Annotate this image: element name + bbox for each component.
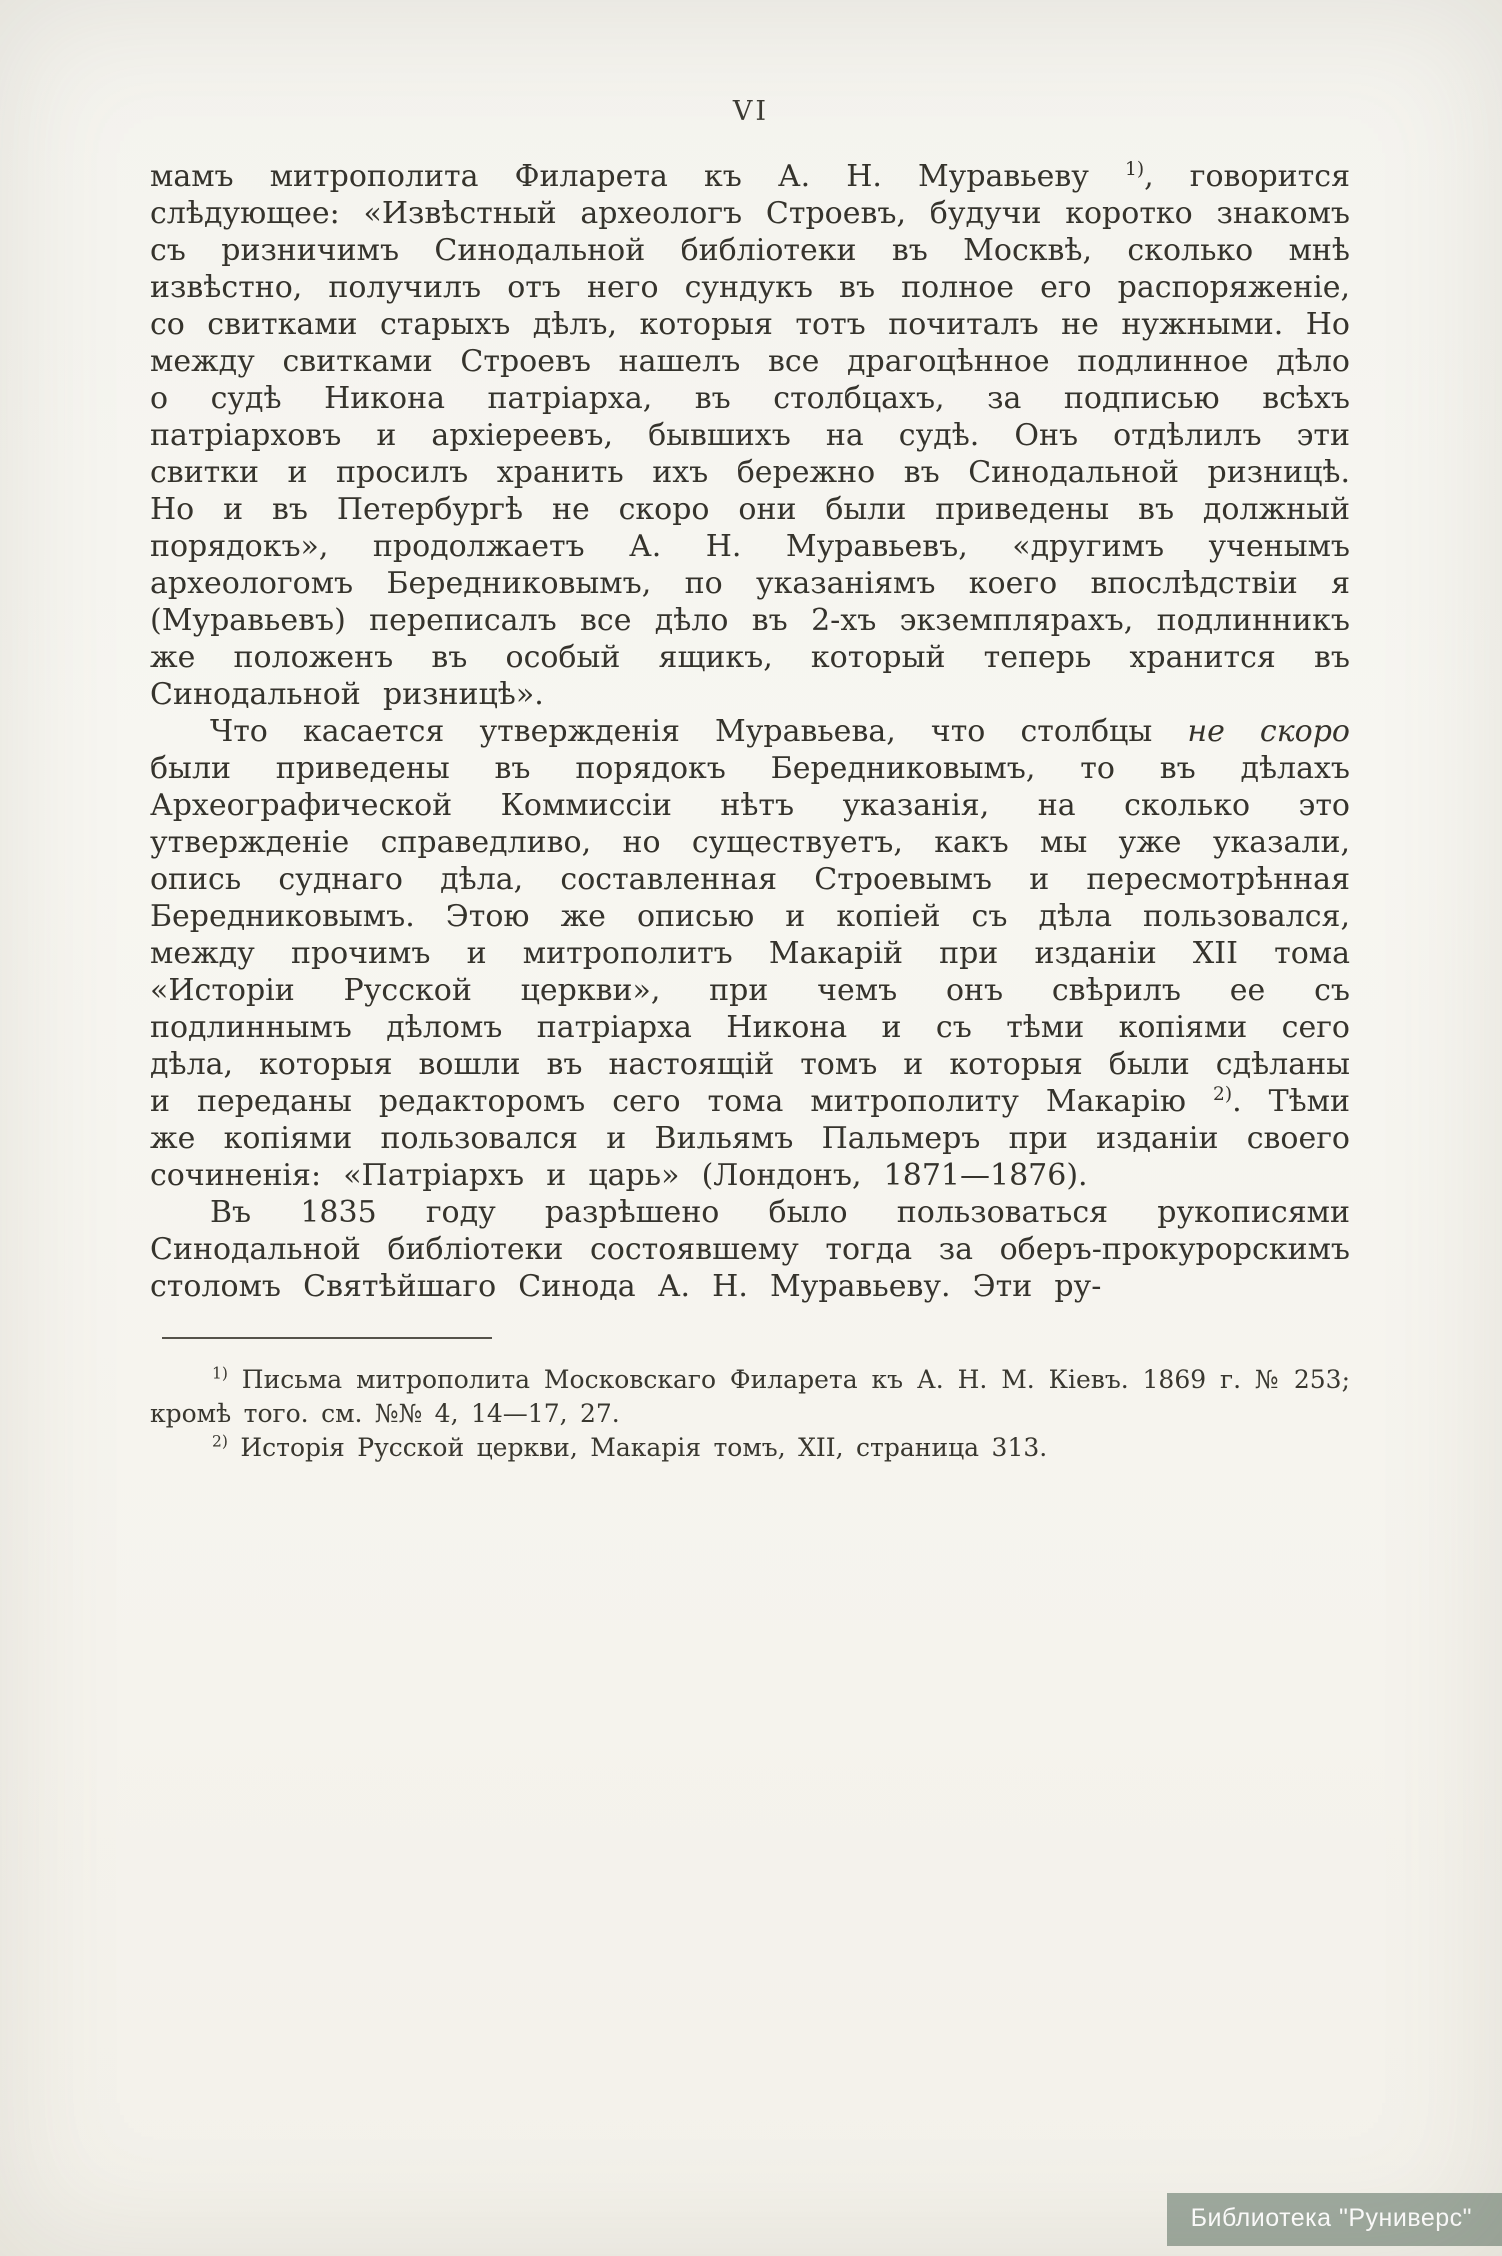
- footnote-text: Письма митрополита Московскаго Филарета къ А. Н. М. Кіевъ. 1869 г. № 253; кромѣ того. см. №№ 4, 14—17, 27.: [150, 1365, 1350, 1428]
- footnote: [150, 1431, 1350, 1465]
- footnote-text: Исторія Русской церкви, Макарія томъ, XII, страница 313.: [227, 1433, 1048, 1462]
- footnote-ref-2: 2): [1212, 1084, 1233, 1105]
- text-segment: мамъ митрополита Филарета къ А. Н. Муравьеву: [150, 159, 1126, 194]
- footnote-ref-1: 1): [1125, 159, 1145, 180]
- emphasis-text: не скоро: [1187, 714, 1350, 749]
- body-text: [150, 158, 1350, 1305]
- paragraph: [150, 1194, 1350, 1305]
- footnotes-block: [150, 1363, 1350, 1465]
- text-segment: были приведены въ порядокъ Бередниковымъ, то въ дѣлахъ Археографической Коммиссіи нѣтъ указанія, на сколько это утвержденіе справедливо, но существуетъ, какъ мы уже указали, опись суднаго дѣла, составленная Строевымъ и пересмотрѣнная Бередниковымъ. Этою же описью и копіей съ дѣла пользовался, между прочимъ и митрополитъ Макарій при изданіи XII тома «Исторіи Русской церкви», при чемъ онъ свѣрилъ ее съ подлиннымъ дѣломъ патріарха Никона и съ тѣми копіями сего дѣла, которыя вошли въ настоящій томъ и которыя были сдѣланы и переданы редакторомъ сего тома митрополиту Макарію: [150, 751, 1350, 1119]
- text-segment: . Тѣми же копіями пользовался и Вильямъ Пальмеръ при изданіи своего сочиненія: «Патріархъ и царь» (Лондонъ, 1871—1876).: [150, 1084, 1351, 1193]
- footnote-separator: [162, 1337, 492, 1339]
- footnote-marker-1: 1): [212, 1364, 228, 1383]
- page-number: VI: [732, 96, 770, 127]
- paragraph: [150, 158, 1350, 713]
- paragraph: [150, 713, 1350, 1194]
- text-segment: Въ 1835 году разрѣшено было пользоваться рукописями Синодальной библіотеки состоявшему тогда за оберъ-прокурорскимъ столомъ Святѣйшаго Синода А. Н. Муравьеву. Эти ру-: [150, 1195, 1350, 1304]
- footnote: [150, 1363, 1350, 1431]
- footnote-marker-2: 2): [212, 1432, 228, 1451]
- text-segment: Что касается утвержденія Муравьева, что столбцы: [210, 714, 1188, 749]
- watermark: Библиотека "Руниверс": [1167, 2193, 1502, 2246]
- text-segment: , говорится слѣдующее: «Извѣстный археологъ Строевъ, будучи коротко знакомъ съ ризничимъ Синодальной библіотеки въ Москвѣ, сколько мнѣ извѣстно, получилъ отъ него сундукъ въ полное его распоряженіе, со свитками старыхъ дѣлъ, которыя тотъ почиталъ не нужными. Но между свитками Строевъ нашелъ все драгоцѣнное подлинное дѣло о судѣ Никона патріарха, въ столбцахъ, за подписью всѣхъ патріарховъ и архіереевъ, бывшихъ на судѣ. Онъ отдѣлилъ эти свитки и просилъ хранить ихъ бережно въ Синодальной ризницѣ. Но и въ Петербургѣ не скоро они были приведены въ должный порядокъ», продолжаетъ А. Н. Муравьевъ, «другимъ ученымъ археологомъ Бередниковымъ, по указаніямъ коего впослѣдствіи я (Муравьевъ) переписалъ все дѣло въ 2-хъ экземплярахъ, подлинникъ же положенъ въ особый ящикъ, который теперь хранится въ Синодальной ризницѣ».: [150, 159, 1350, 712]
